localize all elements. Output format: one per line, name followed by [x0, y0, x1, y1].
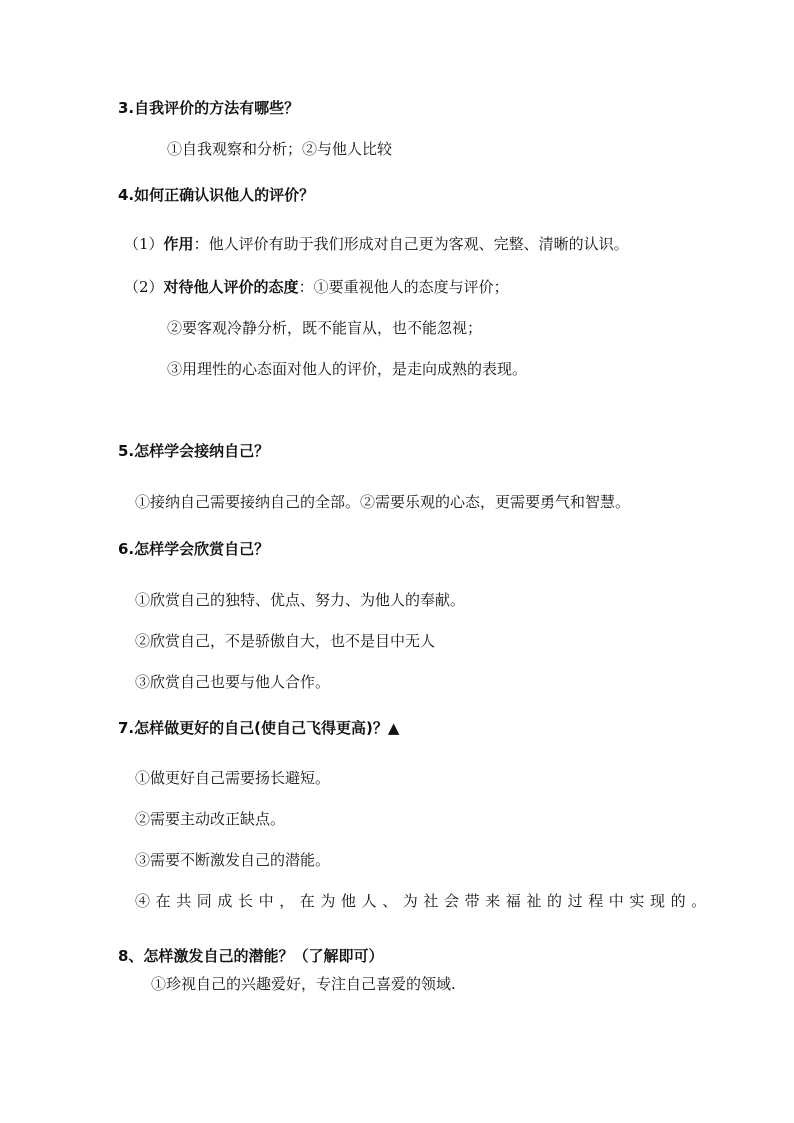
- item-number: （1）: [124, 235, 164, 253]
- heading-q6: 6.怎样学会欣赏自己？: [118, 540, 270, 558]
- item-number: （2）: [124, 278, 164, 296]
- heading-q5: 5.怎样学会接纳自己？: [118, 442, 270, 460]
- answer-line: ③用理性的心态面对他人的评价，是走向成熟的表现。: [167, 360, 528, 378]
- heading-q3: 3.自我评价的方法有哪些？: [118, 99, 300, 117]
- answer-line: ③欣赏自己也要与他人合作。: [135, 673, 331, 691]
- heading-q7: 7.怎样做更好的自己(使自己飞得更高)？▲: [118, 719, 400, 737]
- answer-line: ①珍视自己的兴趣爱好，专注自己喜爱的领域.: [151, 975, 456, 993]
- answer-line: ③需要不断激发自己的潜能。: [135, 851, 331, 869]
- answer-line: ②需要主动改正缺点。: [135, 810, 286, 828]
- answer-item-1: [124, 234, 629, 254]
- answer-line: ①欣赏自己的独特、优点、努力、为他人的奉献。: [135, 591, 466, 609]
- answer-line: ①接纳自己需要接纳自己的全部。②需要乐观的心态，更需要勇气和智慧。: [135, 493, 631, 511]
- heading-q8: 8、怎样激发自己的潜能？（了解即可）: [118, 947, 384, 965]
- answer-line: ②要客观冷静分析，既不能盲从，也不能忽视；: [167, 319, 483, 337]
- item-label: 作用: [163, 235, 194, 253]
- answer-line: ①自我观察和分析；②与他人比较: [167, 140, 393, 158]
- item-label: 对待他人评价的态度: [163, 278, 299, 296]
- answer-line: ①做更好自己需要扬长避短。: [135, 769, 331, 787]
- heading-q4: 4.如何正确认识他人的评价？: [118, 186, 315, 204]
- answer-line: ②欣赏自己，不是骄傲自大，也不是目中无人: [135, 632, 436, 650]
- item-text: ：他人评价有助于我们形成对自己更为客观、完整、清晰的认识。: [193, 235, 629, 253]
- answer-item-2: [124, 277, 509, 297]
- item-text: ：①要重视他人的态度与评价；: [298, 278, 509, 296]
- answer-line: ④在共同成长中，在为他人、为社会带来福祉的过程中实现的。: [135, 892, 712, 910]
